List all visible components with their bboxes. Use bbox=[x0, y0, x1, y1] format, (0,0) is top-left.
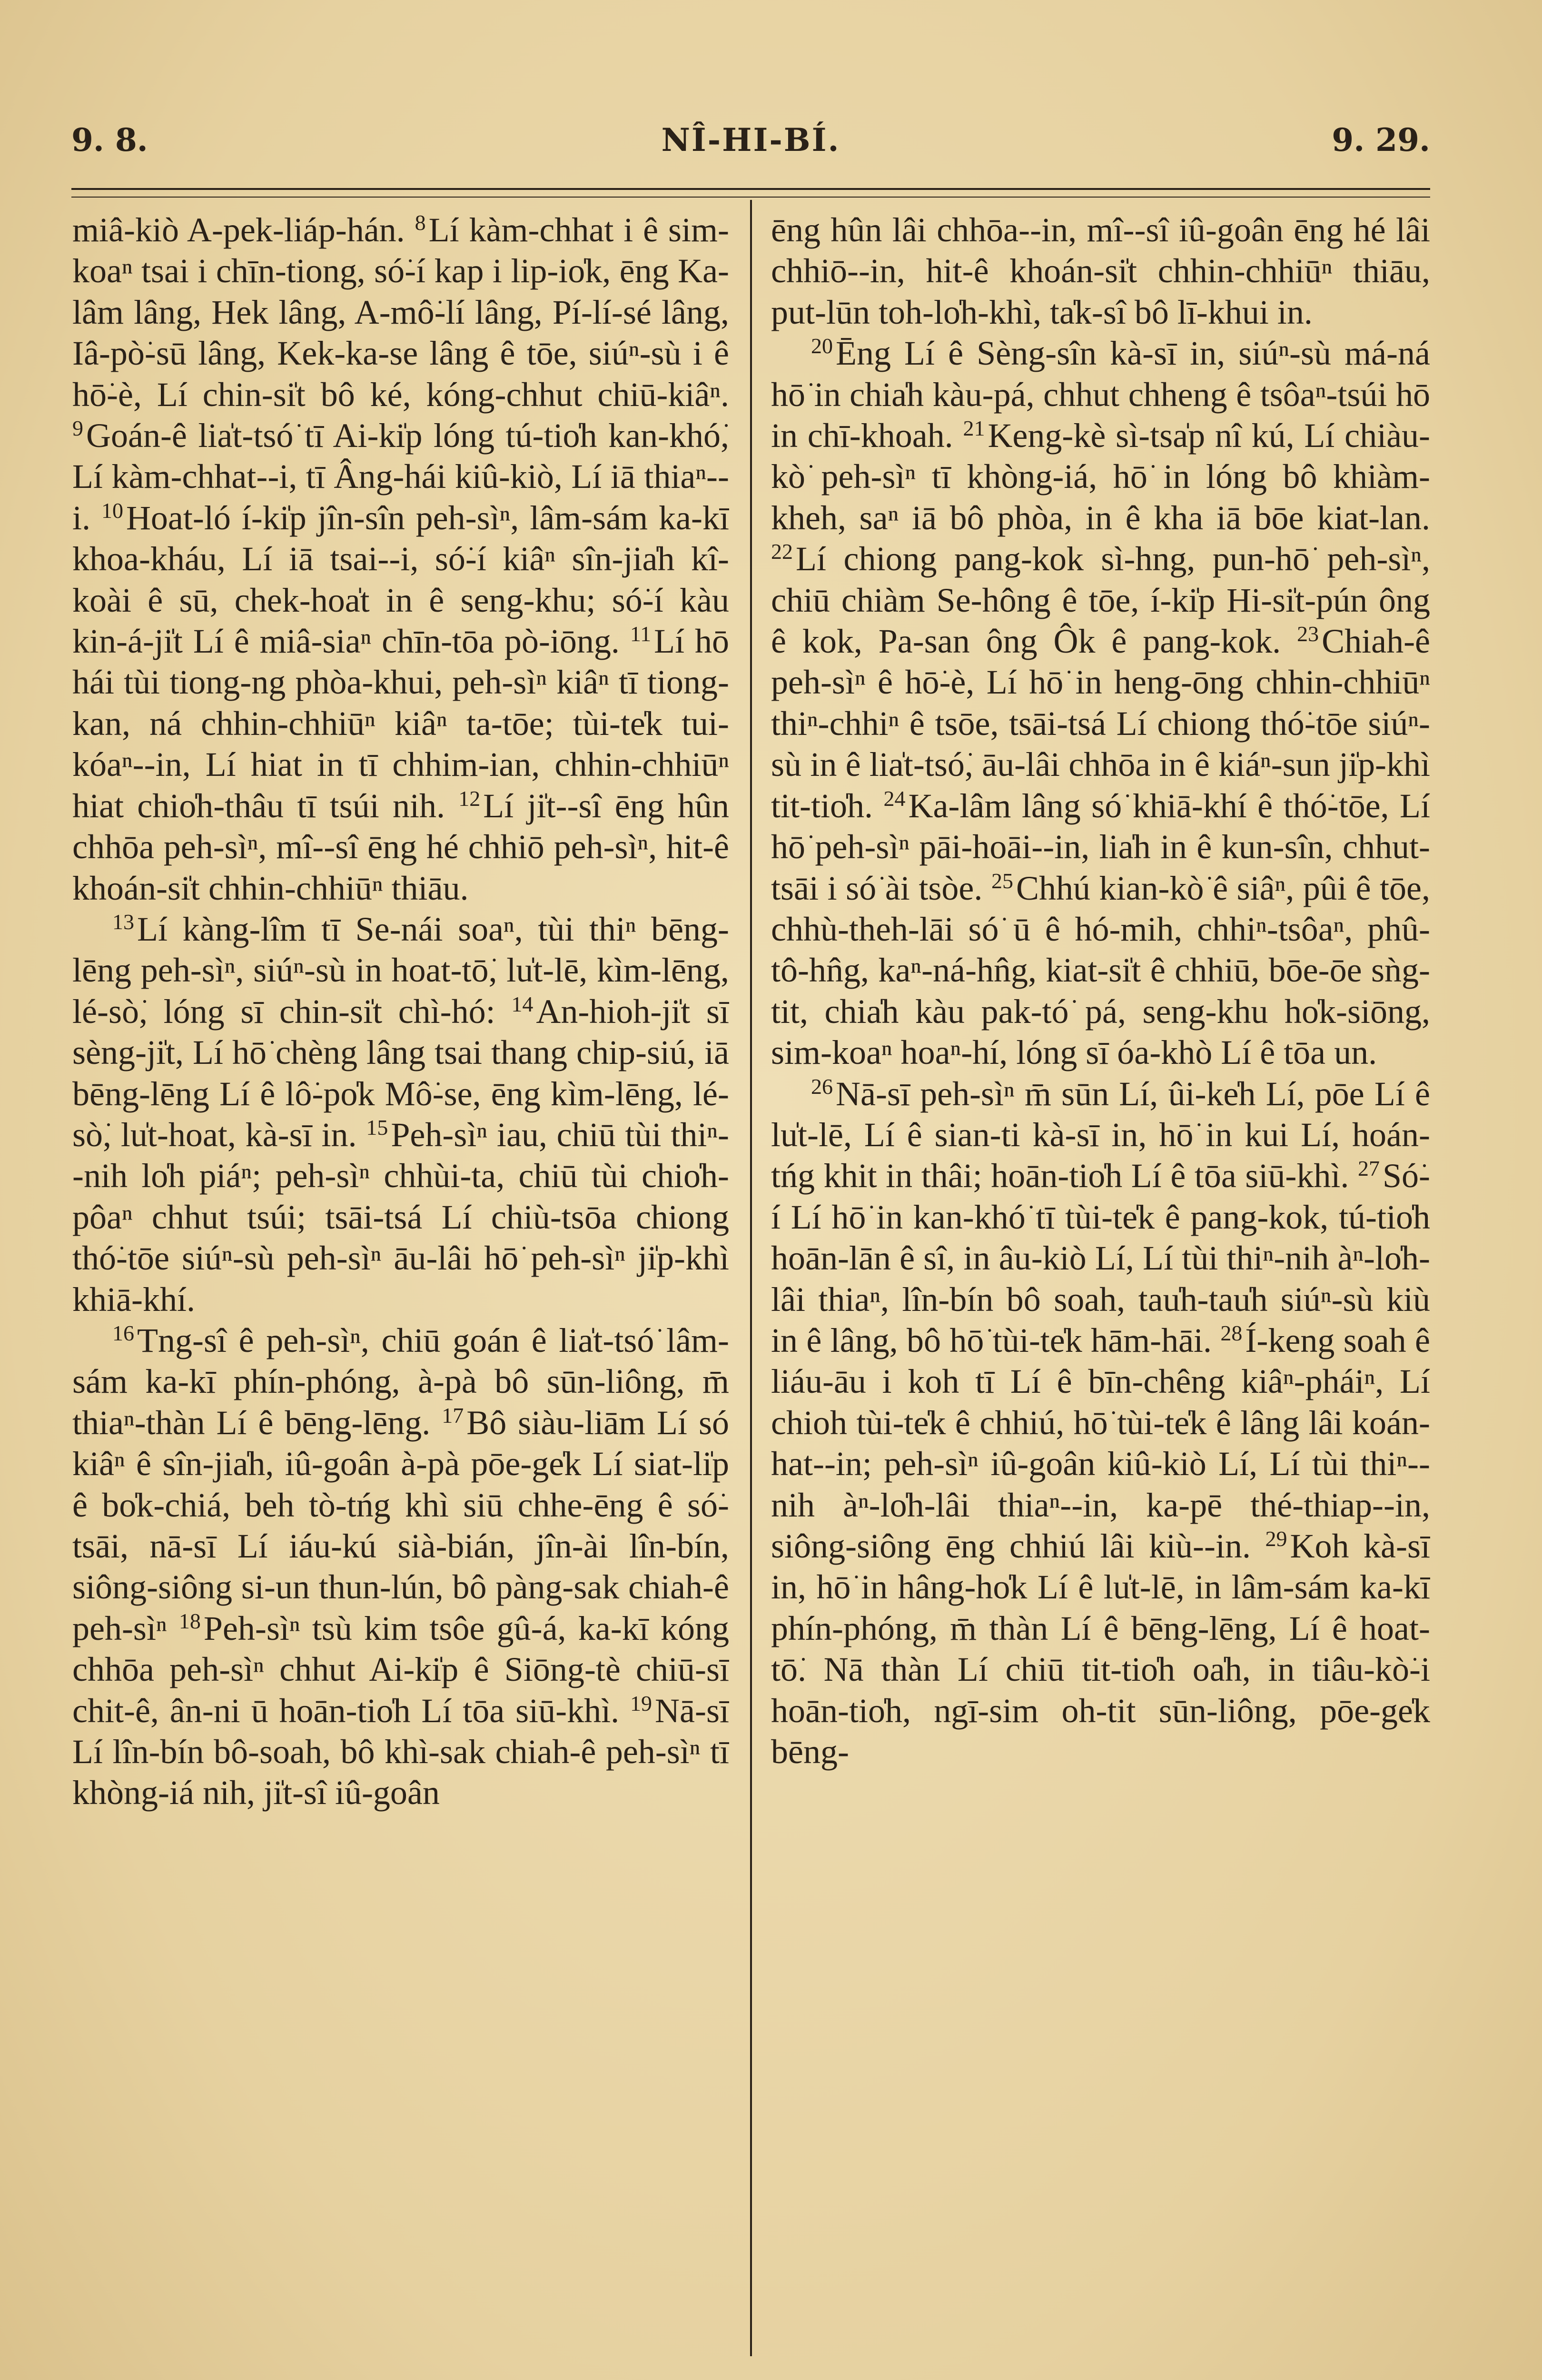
verse-text: Koh kà-sī in, hō͘ in hâng-ho̍k Lí ê lu̍t-lē, in lâm-sám ka-kī phín-phóng, m̄ thàn Lí ê bēng-lēng, Lí ê hoat-tō͘. Nā thàn Lí chiū tit-tio̍h oa̍h, in tiâu-kò͘-i hoān-tio̍h, ngī-sim oh-tit sūn-liông, pōe-ge̍k bēng- bbox=[771, 1527, 1430, 1771]
verse-number: 24 bbox=[883, 786, 906, 811]
verse-number: 28 bbox=[1220, 1320, 1243, 1345]
paragraph bbox=[72, 1320, 729, 1814]
verse-text: Goán-ê lia̍t-tsó͘ tī Ai-ki̍p lóng tú-tio̍h kan-khó͘, Lí kàm-chhat--i, tī Âng-hái kiû-kiò, Lí iā thiaⁿ--i. bbox=[72, 416, 729, 537]
verse-text: ēng hûn lâi chhōa--in, mî--sî iû-goân ēng hé lâi chhiō--in, hit-ê khoán-si̍t chhin-chhiūⁿ thiāu, put-lūn toh-lo̍h-khì, ta̍k-sî bô lī-khui in. bbox=[771, 211, 1430, 331]
verse-number: 20 bbox=[811, 334, 833, 358]
verse-number: 19 bbox=[630, 1691, 652, 1716]
verse-number: 21 bbox=[963, 416, 985, 441]
verse-number: 15 bbox=[366, 1115, 388, 1140]
verse-text: Lí kàm-chhat i ê sim-koaⁿ tsai i chīn-tiong, só͘-í kap i lip-io̍k, ēng Ka-lâm lâng, Hek lâng, A-mô͘-lí lâng, Pí-lí-sé lâng, Iâ-pò͘-sū lâng, Kek-ka-se lâng ê tōe, siúⁿ-sù i ê hō͘-è, Lí chin-si̍t bô ké, kóng-chhut chiū-kiâⁿ. bbox=[72, 211, 729, 414]
verse-text: Lí chiong pang-kok sì-hng, pun-hō͘ peh-sìⁿ, chiū chiàm Se-hông ê tōe, í-ki̍p Hi-si̍t-pún ông ê kok, Pa-san ông Ôk ê pang-kok. bbox=[771, 540, 1430, 661]
verse-number: 26 bbox=[811, 1074, 833, 1099]
verse-number: 29 bbox=[1265, 1527, 1287, 1551]
verse-number: 16 bbox=[112, 1320, 134, 1345]
verse-number: 11 bbox=[630, 622, 652, 646]
verse-number: 14 bbox=[511, 992, 534, 1016]
verse-number: 18 bbox=[178, 1608, 201, 1633]
verse-text: Chiah-ê peh-sìⁿ ê hō͘-è, Lí hō͘ in heng-ōng chhin-chhiūⁿ thiⁿ-chhiⁿ ê tsōe, tsāi-tsá Lí chiong thó͘-tōe siúⁿ-sù in ê lia̍t-tsó͘, āu-lâi chhōa in ê kiáⁿ-sun ji̍p-khì tit-tio̍h. bbox=[771, 622, 1430, 825]
paragraph bbox=[72, 209, 729, 909]
verse-number: 12 bbox=[458, 786, 481, 811]
left-text-column bbox=[72, 209, 729, 2342]
right-text-column bbox=[771, 209, 1430, 2342]
header-left-reference: 9. 8. bbox=[71, 121, 148, 159]
verse-number: 27 bbox=[1357, 1156, 1380, 1181]
verse-text: Lí hō͘ hái tùi tiong-ng phòa-khui, peh-sìⁿ kiâⁿ tī tiong-kan, ná chhin-chhiūⁿ kiâⁿ ta-tōe; tùi-te̍k tui-kóaⁿ--in, Lí hiat in tī chhim-ian, chhin-chhiūⁿ hiat chio̍h-thâu tī tsúi nih. bbox=[72, 622, 729, 825]
verse-text: Nā-sī peh-sìⁿ m̄ sūn Lí, ûi-ke̍h Lí, pōe Lí ê lu̍t-lē, Lí ê sian-ti kà-sī in, hō͘ in kui Lí, hoán-tńg khit in thâi; hoān-tio̍h Lí ê tōa siū-khì. bbox=[771, 1074, 1430, 1195]
verse-text: Ka-lâm lâng só͘ khiā-khí ê thó͘-tōe, Lí hō͘ peh-sìⁿ pāi-hoāi--in, lia̍h in ê kun-sîn, chhut-tsāi i só͘ ài tsòe. bbox=[771, 786, 1430, 907]
paragraph bbox=[72, 909, 729, 1320]
verse-number: 10 bbox=[101, 498, 123, 523]
verse-number: 23 bbox=[1297, 622, 1319, 646]
verse-text: Tng-sî ê peh-sìⁿ, chiū goán ê lia̍t-tsó͘ lâm-sám ka-kī phín-phóng, à-pà bô sūn-liông, m̄ thiaⁿ-thàn Lí ê bēng-lēng. bbox=[72, 1321, 729, 1442]
column-divider bbox=[750, 200, 752, 2356]
verse-text: Lí kàng-lîm tī Se-nái soaⁿ, tùi thiⁿ bēng-lēng peh-sìⁿ, siúⁿ-sù in hoat-tō͘, lu̍t-lē, kìm-lēng, lé-sò͘, lóng sī chin-si̍t chì-hó: bbox=[72, 910, 729, 1031]
header-double-rule bbox=[71, 188, 1430, 198]
verse-text: miâ-kiò A-pek-liáp-hán. bbox=[72, 211, 415, 249]
verse-number: 17 bbox=[442, 1403, 464, 1428]
verse-text: Bô siàu-liām Lí só͘ kiâⁿ ê sîn-jia̍h, iû-goân à-pà pōe-ge̍k Lí siat-li̍p ê bo̍k-chiá, beh tò-tńg khì siū chhe-ēng ê só͘-tsāi, nā-sī Lí iáu-kú sià-bián, jîn-ài lîn-bín, siông-siông si-un thun-lún, bô pàng-sak chiah-ê peh-sìⁿ bbox=[72, 1403, 729, 1647]
running-header bbox=[71, 121, 1430, 174]
verse-number: 22 bbox=[771, 539, 793, 564]
verse-number: 8 bbox=[415, 210, 426, 235]
verse-text: Peh-sìⁿ iau, chiū tùi thiⁿ--nih lo̍h piáⁿ; peh-sìⁿ chhùi-ta, chiū tùi chio̍h-pôaⁿ chhut tsúi; tsāi-tsá Lí chiù-tsōa chiong thó͘-tōe siúⁿ-sù peh-sìⁿ āu-lâi hō͘ peh-sìⁿ ji̍p-khì khiā-khí. bbox=[72, 1115, 729, 1319]
verse-text: Keng-kè sì-tsa̍p nî kú, Lí chiàu-kò͘ peh-sìⁿ tī khòng-iá, hō͘ in lóng bô khiàm-kheh, saⁿ iā bô phòa, in ê kha iā bōe kiat-lan. bbox=[771, 416, 1430, 537]
verse-text: Chhú kian-kò͘ ê siâⁿ, pûi ê tōe, chhù-theh-lāi só͘ ū ê hó-mih, chhiⁿ-tsôaⁿ, phû-tô-hn̂g, kaⁿ-ná-hn̂g, kiat-si̍t ê chhiū, bōe-ōe sǹg-tit, chia̍h kàu pak-tó͘ pá, seng-khu ho̍k-siōng, sim-koaⁿ hoaⁿ-hí, lóng sī óa-khò Lí ê tōa un. bbox=[771, 869, 1430, 1072]
verse-number: 13 bbox=[112, 909, 134, 934]
header-book-title: NÎ-HI-BÍ. bbox=[661, 121, 840, 159]
paragraph bbox=[771, 1073, 1430, 1773]
paragraph bbox=[771, 333, 1430, 1073]
verse-text: Lí ji̍t--sî ēng hûn chhōa peh-sìⁿ, mî--sî ēng hé chhiō peh-sìⁿ, hit-ê khoán-si̍t chhin-chhiūⁿ thiāu. bbox=[72, 786, 729, 907]
verse-number: 25 bbox=[991, 868, 1013, 893]
header-right-reference: 9. 29. bbox=[1332, 121, 1430, 159]
verse-text: Só͘-í Lí hō͘ in kan-khó͘ tī tùi-te̍k ê pang-kok, tú-tio̍h hoān-lān ê sî, in âu-kiò Lí, Lí tùi thiⁿ-nih àⁿ-lo̍h-lâi thiaⁿ, lîn-bín bô soah, tau̍h-tau̍h siúⁿ-sù kiù in ê lâng, bô hō͘ tùi-te̍k hām-hāi. bbox=[771, 1157, 1430, 1359]
verse-text: Nā-sī Lí lîn-bín bô-soah, bô khì-sak chiah-ê peh-sìⁿ tī khòng-iá nih, ji̍t-sî iû-goân bbox=[72, 1691, 729, 1812]
paragraph bbox=[771, 209, 1430, 333]
verse-number: 9 bbox=[72, 416, 83, 441]
verse-text: Peh-sìⁿ tsù kim tsôe gû-á, ka-kī kóng chhōa peh-sìⁿ chhut Ai-ki̍p ê Siōng-tè chiū-sī chit-ê, ân-ni ū hoān-tio̍h Lí tōa siū-khì. bbox=[72, 1609, 729, 1730]
verse-text: Ēng Lí ê Sèng-sîn kà-sī in, siúⁿ-sù má-ná hō͘ in chia̍h kàu-pá, chhut chheng ê tsôaⁿ-tsúi hō͘ in chī-khoah. bbox=[771, 334, 1430, 455]
verse-text: Hoat-ló í-ki̍p jîn-sîn peh-sìⁿ, lâm-sám ka-kī khoa-kháu, Lí iā tsai--i, só͘-í kiâⁿ sîn-jia̍h kî-koài ê sū, chek-hoa̍t in ê seng-khu; só͘-í kàu kin-á-ji̍t Lí ê miâ-siaⁿ chīn-tōa pò-iōng. bbox=[72, 498, 729, 661]
verse-text: Í-keng soah ê liáu-āu i koh tī Lí ê bīn-chêng kiâⁿ-pháiⁿ, Lí chioh tùi-te̍k ê chhiú, hō͘ tùi-te̍k ê lâng lâi koán-hat--in; peh-sìⁿ iû-goân kiû-kiò Lí, Lí tùi thiⁿ--nih àⁿ-lo̍h-lâi thiaⁿ--in, ka-pē thé-thiap--in, siông-siông ēng chhiú lâi kiù--in. bbox=[771, 1321, 1430, 1565]
verse-text: An-hioh-ji̍t sī sèng-ji̍t, Lí hō͘ chèng lâng tsai thang chip-siú, iā bēng-lēng Lí ê lô͘-po̍k Mô͘-se, ēng kìm-lēng, lé-sò͘, lu̍t-hoat, kà-sī in. bbox=[72, 992, 729, 1154]
